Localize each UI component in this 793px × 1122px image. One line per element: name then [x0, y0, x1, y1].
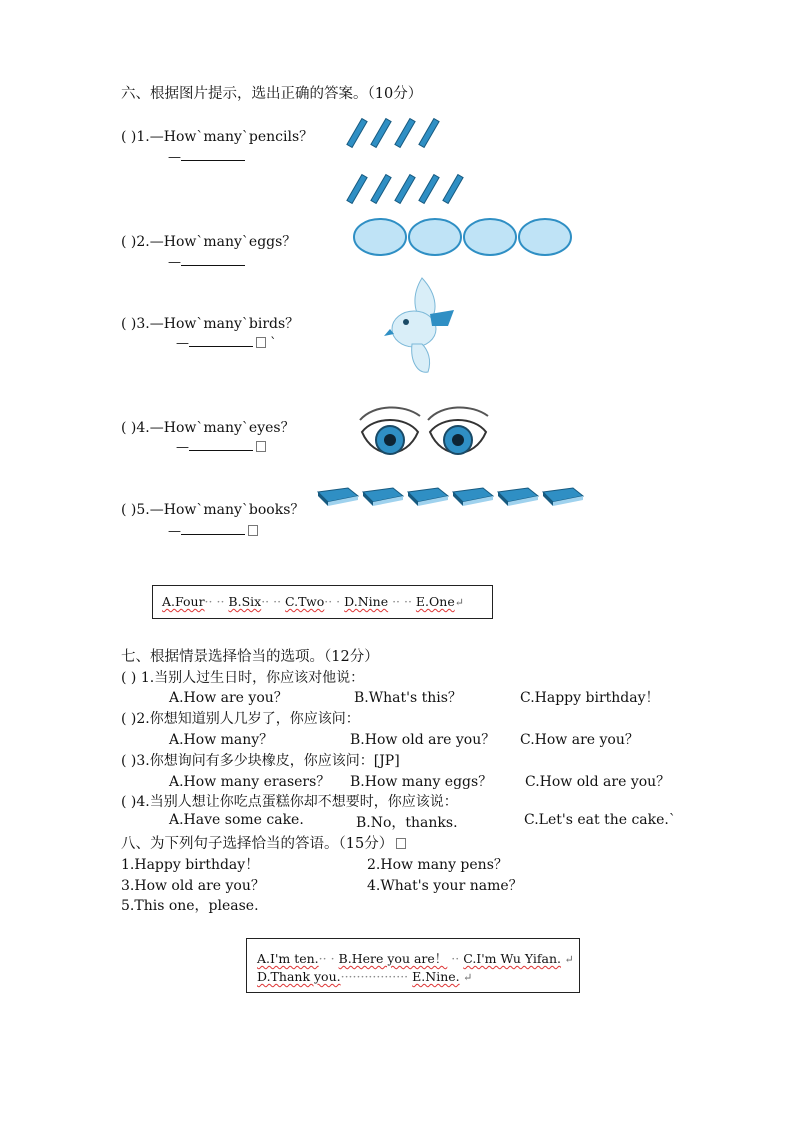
placeholder-box — [396, 838, 406, 849]
question-prompt: 当别人过生日时，你应该对他说： — [154, 670, 365, 686]
egg-icon — [354, 219, 406, 255]
option-b: B.No，thanks. — [356, 815, 458, 831]
answer-line-6-5: — — [168, 522, 258, 539]
option-a: A.How are you？ — [169, 690, 288, 706]
placeholder-box — [256, 337, 266, 348]
answer-blank[interactable] — [181, 253, 245, 266]
question-text: —How`many`eyes？ — [149, 420, 295, 436]
section-6-options: A.Four·· ·· B.Six·· ·· C.Two·· · D.Nine ·· ·· E.One↵ — [162, 594, 464, 609]
question-6-3 — [121, 313, 299, 333]
pencil-icon — [395, 119, 415, 148]
option: A.Four — [162, 594, 205, 609]
eye-icon — [428, 407, 488, 454]
eyes-picture — [354, 402, 494, 472]
book-icon — [543, 488, 583, 506]
answer-blank[interactable] — [181, 522, 245, 535]
answer-line-6-2: — — [168, 253, 245, 270]
placeholder-box — [256, 441, 266, 452]
answer-bracket: ( )5. — [121, 502, 150, 518]
question-prompt: 你想知道别人几岁了，你应该问： — [149, 711, 360, 727]
option: D.Nine — [344, 594, 389, 609]
eye-icon — [360, 407, 420, 454]
pencil-icon — [371, 175, 391, 204]
pencils-row-1 — [345, 114, 445, 154]
question-prompt: 你想询问有多少块橡皮，你应该问：[JP] — [149, 753, 400, 769]
option-c: C.How are you？ — [520, 732, 639, 748]
option-c: C.How old are you？ — [525, 774, 671, 790]
answer-bracket: ( ) 1. — [121, 670, 155, 686]
pencil-icon — [395, 175, 415, 204]
option-a: A.How many？ — [169, 732, 274, 748]
answer-line-6-4: — — [176, 438, 266, 455]
section-8-title: 八、为下列句子选择恰当的答语。（15分） — [121, 832, 406, 853]
option-a: A.Have some cake. — [169, 812, 304, 828]
sentence: 4.What's your name？ — [367, 878, 523, 894]
answer-blank[interactable] — [189, 438, 253, 451]
book-icon — [453, 488, 493, 506]
answer-line-6-1: — — [168, 148, 245, 165]
book-icon — [363, 488, 403, 506]
question-7-1 — [121, 667, 364, 687]
question-6-1 — [121, 126, 313, 146]
question-text: —How`many`pencils？ — [149, 129, 314, 145]
option-c: C.Happy birthday！ — [520, 690, 660, 706]
question-text: —How`many`birds？ — [149, 316, 300, 332]
eggs-picture — [352, 216, 577, 258]
option-b: B.How old are you？ — [350, 732, 496, 748]
pencil-icon — [347, 119, 367, 148]
question-6-2 — [121, 231, 296, 251]
bird-icon — [382, 274, 462, 380]
pencil-icon — [371, 119, 391, 148]
egg-icon — [464, 219, 516, 255]
pencil-icon — [443, 175, 463, 204]
option: B.Six — [228, 594, 262, 609]
answer-blank[interactable] — [189, 334, 253, 347]
question-6-4 — [121, 417, 295, 437]
answer-bracket: ( )3. — [121, 753, 150, 769]
answer-bracket: ( )1. — [121, 129, 150, 145]
sentence: 1.Happy birthday！ — [121, 857, 260, 873]
book-icon — [498, 488, 538, 506]
option-b: B.How many eggs？ — [350, 774, 493, 790]
pencils-row-2 — [345, 170, 470, 208]
option: B.Here you are！ — [338, 951, 448, 966]
section-6-title: 六、根据图片提示，选出正确的答案。（10分） — [121, 86, 423, 102]
option: C.Two — [285, 594, 325, 609]
answer-bracket: ( )4. — [121, 420, 150, 436]
placeholder-box — [248, 525, 258, 536]
section-7-title: 七、根据情景选择恰当的选项。（12分） — [121, 649, 379, 665]
pencil-icon — [419, 119, 439, 148]
question-6-5 — [121, 499, 304, 519]
egg-icon — [409, 219, 461, 255]
pencil-icon — [419, 175, 439, 204]
option: E.Nine. — [412, 969, 460, 984]
sentence: 2.How many pens？ — [367, 857, 508, 873]
sentence: 3.How old are you？ — [121, 878, 265, 894]
question-text: —How`many`eggs？ — [149, 234, 297, 250]
question-7-2 — [121, 708, 360, 728]
option-c: C.Let's eat the cake.` — [524, 812, 676, 828]
answer-bracket: ( )2. — [121, 711, 150, 727]
question-7-4 — [121, 791, 458, 811]
option: D.Thank you. — [257, 969, 341, 984]
book-icon — [318, 488, 358, 506]
section-8-options-line-1: A.I'm ten.·· · B.Here you are！ ·· C.I'm Wu Yifan. ↵ — [257, 951, 574, 966]
books-picture — [314, 480, 586, 508]
answer-blank[interactable] — [181, 148, 245, 161]
answer-line-6-3: — ` — [176, 336, 277, 351]
question-text: —How`many`books？ — [149, 502, 305, 518]
question-7-3 — [121, 750, 400, 770]
sentence: 5.This one，please. — [121, 898, 259, 914]
pencil-icon — [347, 175, 367, 204]
option: E.One — [415, 594, 455, 609]
answer-bracket: ( )4. — [121, 794, 150, 810]
option: C.I'm Wu Yifan. — [463, 951, 561, 966]
option: A.I'm ten. — [257, 951, 319, 966]
egg-icon — [519, 219, 571, 255]
section-8-options-line-2: D.Thank you.················· E.Nine. ↵ — [257, 969, 473, 984]
book-icon — [408, 488, 448, 506]
question-prompt: 当别人想让你吃点蛋糕你却不想要时，你应该说： — [149, 794, 458, 810]
answer-bracket: ( )2. — [121, 234, 150, 250]
answer-bracket: ( )3. — [121, 316, 150, 332]
option-b: B.What's this？ — [354, 690, 462, 706]
option-a: A.How many erasers？ — [169, 774, 331, 790]
